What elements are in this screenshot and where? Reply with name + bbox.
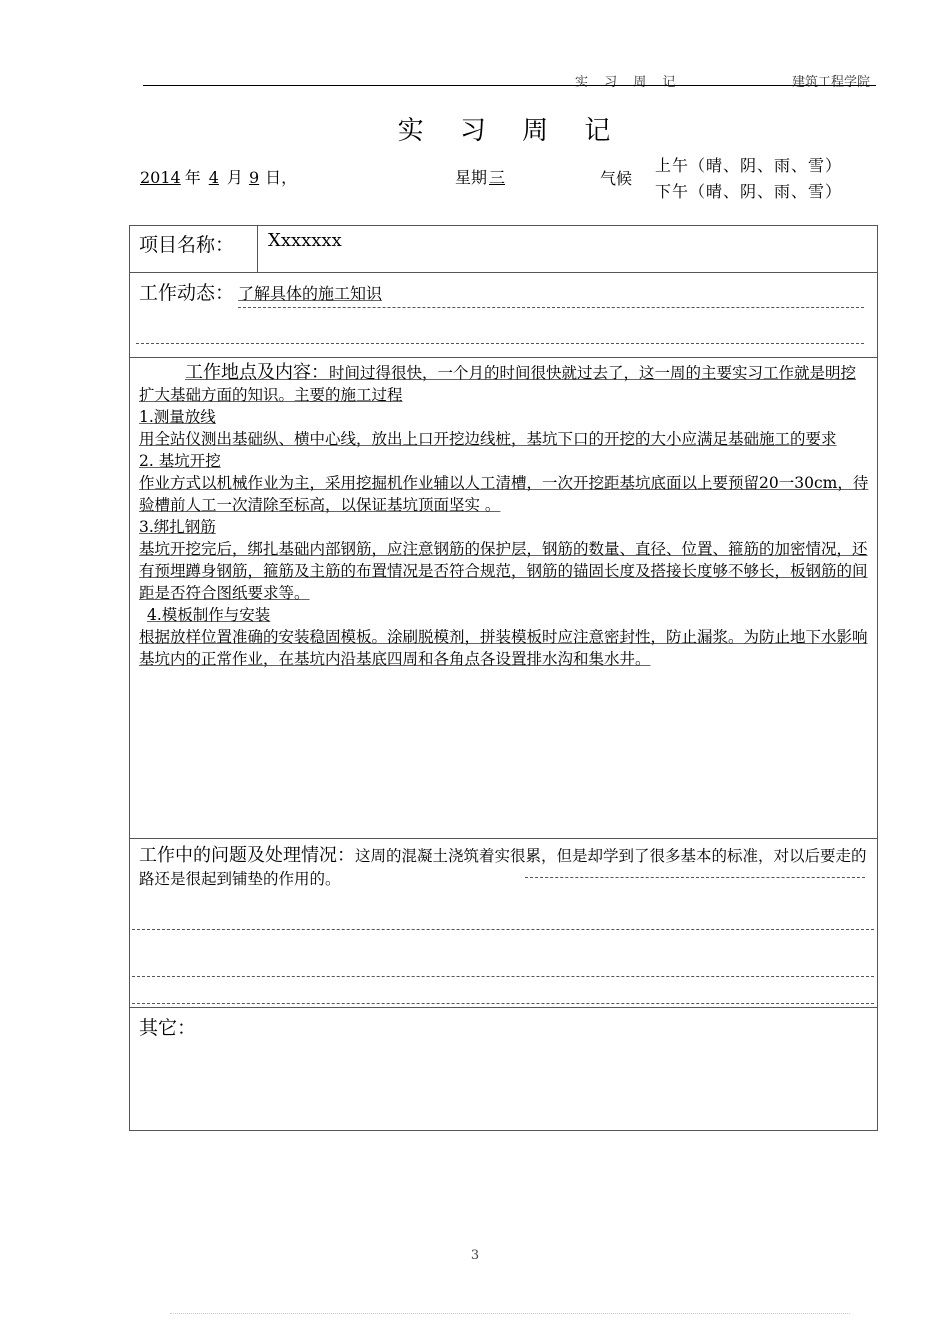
month-value: 4 [208,168,219,187]
section-1-text: 用全站仪测出基础纵、横中心线，放出上口开挖边线桩，基坑下口的开挖的大小应满足基础施工的要求 [139,430,837,448]
problems-row [130,839,878,1008]
dashed-line [132,929,874,930]
section-2-text: 作业方式以机械作业为主，采用挖掘机作业辅以人工清槽，一次开挖距基坑底面以上要预留20一30cm，待验槽前人工一次清除至标高，以保证基坑顶面坚实 。 [139,474,869,514]
section-2-title: 2. 基坑开挖 [139,452,221,470]
weather-morning: 上午（晴、阴、雨、雪） [655,156,843,175]
page-number: 3 [470,1248,480,1263]
year-value: 2014 [140,168,181,187]
section-3-text: 基坑开挖完后，绑扎基础内部钢筋，应注意钢筋的保护层，钢筋的数量、直径、位置、箍筋的加密情况，还有预埋蹲身钢筋，箍筋及主筋的布置情况是否符合规范，钢筋的锚固长度及搭接长度够不够长，板钢筋的间距是否符合图纸要求等。 [139,540,868,602]
section-3-title: 3.绑扎钢筋 [139,518,216,536]
dashed-line [132,1003,874,1004]
day-value: 9 [248,168,260,187]
content-label: 工作地点及内容： [185,362,329,383]
project-row [130,226,878,273]
status-cell [130,273,878,358]
weather-afternoon: 下午（晴、阴、雨、雪） [655,182,843,201]
content-cell [130,358,878,839]
content-body [130,358,877,670]
dashed-line [525,877,865,878]
footer-rule [170,1313,850,1314]
weekday-line [455,165,507,188]
section-1-title: 1.测量放线 [139,408,216,426]
date-line [130,165,297,188]
status-value: 了解具体的施工知识 [238,284,383,303]
header-center-text: 实 习 周 记 [575,75,682,90]
weekday-value: 三 [489,168,506,187]
page-title: 实 习 周 记 [397,116,625,146]
project-label-cell [130,226,258,273]
year-unit: 年 [184,168,201,187]
dashed-line [238,307,864,308]
month-unit: 月 [226,168,243,187]
other-cell [130,1008,878,1131]
header-rule [143,85,876,86]
journal-form [129,225,878,1131]
project-value-cell [258,226,878,273]
dashed-line [136,343,864,344]
weekday-label: 星期 [455,168,488,187]
problems-label: 工作中的问题及处理情况： [139,845,355,866]
content-row [130,358,878,839]
day-unit: 日， [265,168,298,187]
status-label: 工作动态： [139,282,235,304]
other-row [130,1008,878,1131]
climate-label: 气候 [600,169,633,188]
other-label: 其它： [139,1017,197,1039]
problems-cell [130,839,878,1008]
header-school-name: 建筑工程学院 [792,75,871,90]
section-4-title: 4.模板制作与安装 [147,606,271,624]
project-value: Xxxxxxx [268,230,342,251]
problems-value: 这周的混凝土浇筑着实很累，但是却学到了很多基本的标准，对以后要走的路还是很起到铺垫的作用的。 [139,847,867,888]
section-4-text: 根据放样位置准确的安装稳固模板。涂刷脱模剂，拼装模板时应注意密封性，防止漏浆。为防止地下水影响基坑内的正常作业，在基坑内沿基底四周和各角点各设置排水沟和集水井。 [139,628,868,668]
content-intro: 时间过得很快，一个月的时间很快就过去了，这一周的主要实习工作就是明挖扩大基础方面的知识。主要的施工过程 [139,364,857,404]
status-row [130,273,878,358]
project-label: 项目名称： [139,234,235,256]
dashed-line [132,976,874,977]
